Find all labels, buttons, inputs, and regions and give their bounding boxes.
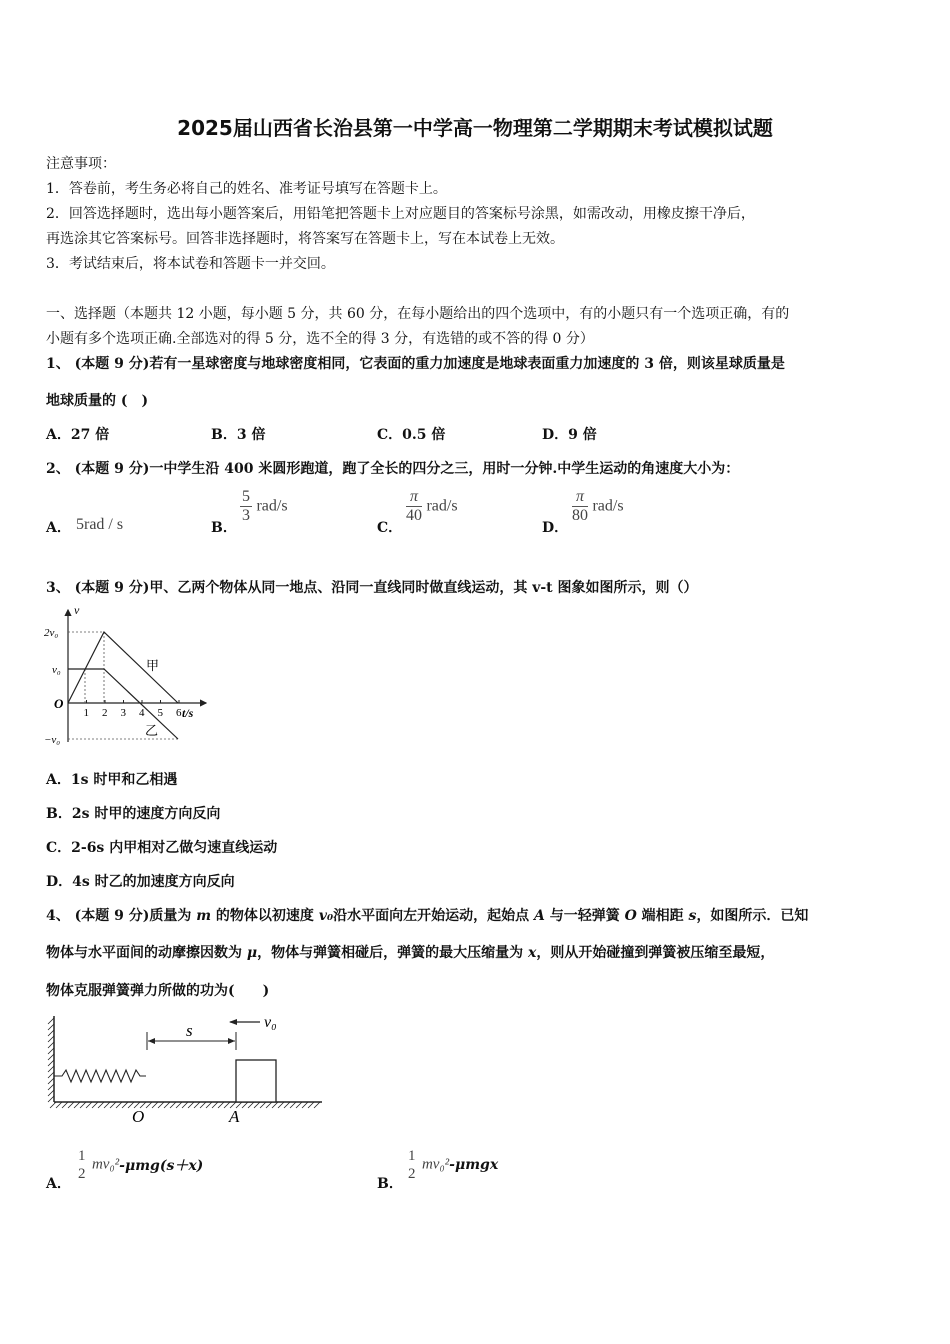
text: ，则从开始碰撞到弹簧被压缩至最短， [536, 945, 775, 961]
q2-option-a-value: 5rad / s [76, 516, 124, 533]
hatch-line [182, 1102, 188, 1108]
hatch-line [290, 1102, 296, 1108]
unit: rad/s [426, 497, 458, 515]
hatch-line [48, 1084, 54, 1090]
numerator: π [572, 488, 588, 507]
x-tick-label: 1 [83, 707, 89, 719]
hatch-line [158, 1102, 164, 1108]
q1-option-c: C．0.5 倍 [377, 427, 446, 443]
x-tick-label: 6 [176, 707, 182, 719]
fraction [406, 488, 422, 525]
hatch-line [296, 1102, 302, 1108]
hatch-line [116, 1102, 122, 1108]
q4-option-a-value [76, 1147, 203, 1183]
fraction [76, 1147, 88, 1183]
hatch-line [92, 1102, 98, 1108]
hatch-line [266, 1102, 272, 1108]
denominator: 2 [408, 1166, 416, 1182]
hatch-line [110, 1102, 116, 1108]
hatch-line [248, 1102, 254, 1108]
block [236, 1060, 276, 1102]
numerator: 1 [408, 1148, 416, 1164]
text: 的物体以初速度 [211, 908, 319, 924]
hatch-line [50, 1102, 56, 1108]
q2-stem: 2、 (本题 9 分)一中学生沿 400 米圆形跑道，跑了全长的四分之三，用时一分钟.中学生运动的角速度大小为： [46, 461, 740, 477]
q4-stem-line1 [46, 905, 808, 925]
velocity-arrowhead [229, 1019, 237, 1025]
denominator: 3 [242, 507, 250, 524]
q1-option-a: A．27 倍 [46, 427, 110, 443]
hatch-line [212, 1102, 218, 1108]
text: 物体与水平面间的动摩擦因数为 [46, 945, 247, 961]
label-yi: 乙 [145, 723, 159, 738]
text: 沿水平面向左开始运动，起始点 [333, 908, 534, 924]
notice-item-2b: 再选涂其它答案标号。回答非选择题时，将答案写在答题卡上，写在本试卷上无效。 [46, 231, 564, 247]
hatch-line [48, 1090, 54, 1096]
hatch-line [284, 1102, 290, 1108]
x-tick-label: 3 [120, 707, 126, 719]
q3-option-b: B．2s 时甲的速度方向反向 [46, 806, 221, 822]
q1-option-b: B．3 倍 [211, 427, 266, 443]
notice-item-1: 1．答卷前，考生务必将自己的姓名、准考证号填写在答题卡上。 [46, 181, 447, 197]
hatch-line [152, 1102, 158, 1108]
q3-stem: 3、 (本题 9 分)甲、乙两个物体从同一地点、沿同一直线同时做直线运动，其 v-t 图象如图所示，则（） [46, 580, 698, 596]
q1-option-d: D．9 倍 [542, 427, 597, 443]
hatch-line [48, 1030, 54, 1036]
denominator: 40 [406, 507, 422, 524]
hatch-line [302, 1102, 308, 1108]
hatch-line [98, 1102, 104, 1108]
y-axis-label: v [74, 603, 80, 617]
q2-option-d-label: D． [542, 520, 569, 536]
hatch-line [170, 1102, 176, 1108]
notice-item-2a: 2．回答选择题时，选出每小题答案后，用铅笔把答题卡上对应题目的答案标号涂黑，如需改动，用橡皮擦干净后， [46, 206, 755, 222]
fraction [240, 488, 252, 525]
var-m: m [196, 908, 212, 924]
hatch-line [260, 1102, 266, 1108]
hatch-line [48, 1066, 54, 1072]
denominator: 2 [78, 1166, 86, 1182]
q3-option-c: C．2-6s 内甲相对乙做匀速直线运动 [46, 840, 278, 856]
tail: -μmgx [449, 1157, 499, 1173]
section-heading-line2: 小题有多个选项正确.全部选对的得 5 分，选不全的得 3 分，有选错的或不答的得 0 分） [46, 331, 594, 347]
var-mu: μ [246, 945, 258, 961]
hatch-line [242, 1102, 248, 1108]
q3-option-a: A．1s 时甲和乙相遇 [46, 772, 178, 788]
unit: rad/s [592, 497, 624, 515]
text: ，物体与弹簧相碰后，弹簧的最大压缩量为 [257, 945, 528, 961]
hatch-line [272, 1102, 278, 1108]
O-label: O [132, 1107, 145, 1126]
q3-vt-graph [40, 602, 210, 752]
x-tick-label: 5 [157, 707, 163, 719]
series-jia [68, 632, 178, 703]
origin-label: O [54, 696, 64, 711]
q4-stem-line2 [46, 942, 774, 962]
section-heading-line1: 一、选择题（本题共 12 小题，每小题 5 分，共 60 分，在每小题给出的四个选项中，有的小题只有一个选项正确，有的 [46, 306, 790, 322]
y-tick-2v0: 2v₀ [44, 627, 59, 639]
s-arrow-left [148, 1038, 155, 1044]
q1-stem-line2: 地球质量的 ( ) [46, 393, 149, 409]
numerator: 1 [78, 1148, 86, 1164]
q4-spring-figure [40, 1010, 330, 1130]
spring [54, 1070, 146, 1082]
q1-stem-line1: 1、 (本题 9 分)若有一星球密度与地球密度相同，它表面的重力加速度是地球表面重力加速度的 3 倍，则该星球质量是 [46, 356, 785, 372]
y-tick-v0: v₀ [52, 664, 61, 676]
A-label: A [229, 1107, 240, 1126]
q4-option-a-label: A． [46, 1176, 71, 1192]
hatch-line [74, 1102, 80, 1108]
hatch-line [146, 1102, 152, 1108]
text: ，如图所示．已知 [696, 908, 809, 924]
hatch-line [164, 1102, 170, 1108]
hatch-line [68, 1102, 74, 1108]
hatch-line [308, 1102, 314, 1108]
denominator: 80 [572, 507, 588, 524]
hatch-line [122, 1102, 128, 1108]
hatch-line [48, 1060, 54, 1066]
q2-option-d-value [572, 488, 624, 525]
q3-option-d: D．4s 时乙的加速度方向反向 [46, 874, 235, 890]
hatch-line [48, 1096, 54, 1102]
hatch-line [278, 1102, 284, 1108]
wall-hatching [48, 1018, 54, 1102]
x-tick-label: 2 [102, 707, 108, 719]
text: 4、 (本题 9 分)质量为 [46, 908, 197, 924]
s-arrow-right [228, 1038, 235, 1044]
q4-stem-line3: 物体克服弹簧弹力所做的功为( ) [46, 983, 270, 999]
numerator: 5 [242, 488, 250, 505]
q2-option-b-value [240, 488, 288, 525]
q2-option-b-label: B． [211, 520, 237, 536]
hatch-line [314, 1102, 320, 1108]
hatch-line [48, 1036, 54, 1042]
floor-hatching [50, 1102, 320, 1108]
unit: rad/s [256, 497, 288, 515]
hatch-line [48, 1018, 54, 1024]
hatch-line [80, 1102, 86, 1108]
expression: mv₀² [421, 1156, 450, 1173]
notice-heading: 注意事项： [46, 156, 116, 172]
label-jia: 甲 [146, 658, 160, 673]
var-A: A [533, 908, 545, 924]
q2-option-a-label: A． [46, 520, 71, 536]
hatch-line [48, 1054, 54, 1060]
v0-label: v₀ [264, 1014, 277, 1031]
hatch-line [48, 1072, 54, 1078]
s-label: s [186, 1021, 193, 1040]
hatch-line [176, 1102, 182, 1108]
q4-option-b-value [406, 1147, 498, 1183]
hatch-line [86, 1102, 92, 1108]
hatch-line [48, 1048, 54, 1054]
var-s: s [688, 908, 697, 924]
var-O: O [624, 908, 637, 924]
q4-option-b-label: B． [377, 1176, 403, 1192]
q2-option-c-label: C． [377, 520, 403, 536]
hatch-line [48, 1024, 54, 1030]
notice-item-3: 3．考试结束后，将本试卷和答题卡一并交回。 [46, 256, 335, 272]
var-x: x [528, 945, 537, 961]
tail: -μmg(s＋x) [119, 1158, 204, 1174]
page-title: 2025届山西省长治县第一中学高一物理第二学期期末考试模拟试题 [177, 116, 773, 140]
numerator: π [406, 488, 422, 507]
fraction [406, 1147, 418, 1183]
hatch-line [48, 1042, 54, 1048]
var-v0: v₀ [318, 908, 334, 924]
text: 端相距 [636, 908, 689, 924]
hatch-line [254, 1102, 260, 1108]
x-tick-label: 4 [139, 707, 145, 719]
hatch-line [104, 1102, 110, 1108]
hatch-line [48, 1078, 54, 1084]
hatch-line [218, 1102, 224, 1108]
hatch-line [194, 1102, 200, 1108]
hatch-line [62, 1102, 68, 1108]
y-tick-neg-v0: −v₀ [44, 734, 61, 746]
text: 与一轻弹簧 [544, 908, 625, 924]
hatch-line [188, 1102, 194, 1108]
q2-option-c-value [406, 488, 458, 525]
series-yi [68, 669, 178, 739]
fraction [572, 488, 588, 525]
hatch-line [200, 1102, 206, 1108]
hatch-line [206, 1102, 212, 1108]
expression: mv₀² [91, 1156, 120, 1173]
hatch-line [56, 1102, 62, 1108]
x-axis-label: t/s [182, 706, 194, 720]
